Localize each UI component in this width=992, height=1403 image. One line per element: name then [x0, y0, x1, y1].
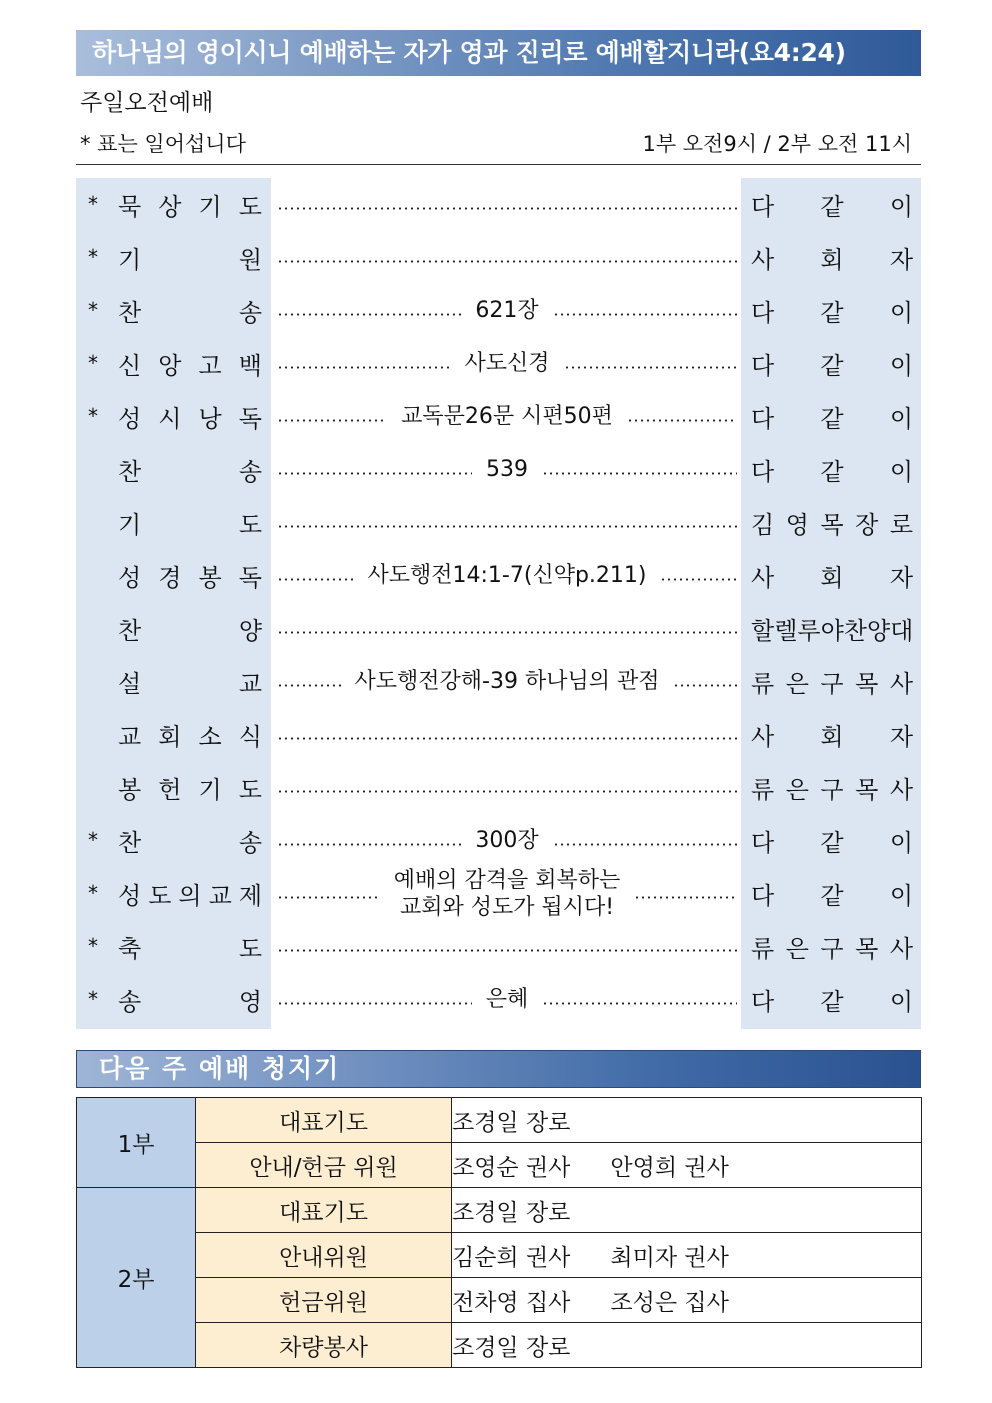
standing-mark: * [88, 351, 98, 375]
dot-leader [277, 896, 380, 899]
steward-row [77, 1278, 922, 1323]
order-item-name: 찬 양 [118, 617, 262, 645]
steward-name: 김순희 권사 [452, 1244, 571, 1271]
order-item-name: 찬 송 [118, 299, 262, 327]
steward-role: 대표기도 [196, 1188, 452, 1233]
dot-leader [277, 207, 737, 210]
dot-leader [277, 419, 387, 422]
steward-role: 차량봉사 [196, 1323, 452, 1368]
order-item-leader: 다 같 이 [751, 458, 913, 486]
order-row [76, 337, 921, 390]
dot-leader [277, 790, 737, 793]
next-week-title: 다음 주 예배 청지기 [76, 1050, 921, 1088]
standing-mark: * [88, 245, 98, 269]
steward-names [452, 1278, 922, 1323]
order-item-leader: 류 은 구 목 사 [751, 670, 913, 698]
dot-leader [277, 949, 737, 952]
steward-role: 안내위원 [196, 1233, 452, 1278]
order-item-name: 찬 송 [118, 458, 262, 486]
steward-name: 최미자 권사 [610, 1244, 729, 1271]
order-item-detail [277, 602, 737, 655]
order-item-name: 봉 헌 기 도 [118, 776, 262, 804]
order-item-detail [277, 496, 737, 549]
dot-leader [553, 843, 737, 846]
order-row [76, 602, 921, 655]
order-item-content: 621장 [475, 298, 539, 323]
standing-mark: * [88, 987, 98, 1011]
order-item-content: 예배의 감격을 회복하는 교회와 성도가 됩시다! [393, 867, 621, 920]
steward-name: 조성은 집사 [610, 1289, 729, 1316]
steward-name: 전차영 집사 [452, 1289, 571, 1316]
order-item-name: 기 도 [118, 511, 262, 539]
dot-leader [634, 896, 737, 899]
dot-leader [277, 737, 737, 740]
dot-leader [277, 843, 461, 846]
order-item-leader: 김 영 목 장 로 [751, 511, 913, 539]
order-item-leader: 류 은 구 목 사 [751, 935, 913, 963]
order-item-content: 사도행전강해-39 하나님의 관점 [354, 669, 660, 694]
dot-leader [277, 525, 737, 528]
order-item-leader: 다 같 이 [751, 988, 913, 1016]
steward-row [77, 1233, 922, 1278]
standing-mark: * [88, 881, 98, 905]
order-item-detail [277, 390, 737, 443]
steward-names [452, 1323, 922, 1368]
order-row [76, 920, 921, 973]
order-row [76, 443, 921, 496]
dot-leader [277, 366, 451, 369]
dot-leader [277, 472, 472, 475]
order-item-leader: 사 회 자 [751, 564, 913, 592]
steward-role: 안내/헌금 위원 [196, 1143, 452, 1188]
order-item-leader: 다 같 이 [751, 193, 913, 221]
steward-row [77, 1098, 922, 1143]
steward-names [452, 1143, 922, 1188]
order-item-name: 묵 상 기 도 [118, 193, 262, 221]
dot-leader [277, 684, 341, 687]
order-item-detail [277, 231, 737, 284]
dot-leader [277, 260, 737, 263]
order-item-detail [277, 867, 737, 920]
order-item-content: 교독문26문 시편50편 [401, 404, 613, 429]
dot-leader [277, 313, 461, 316]
steward-names [452, 1233, 922, 1278]
order-item-detail [277, 655, 737, 708]
order-row [76, 231, 921, 284]
order-of-worship [76, 178, 921, 1029]
steward-row [77, 1188, 922, 1233]
order-item-detail [277, 284, 737, 337]
order-row [76, 284, 921, 337]
dot-leader [673, 684, 737, 687]
order-row [76, 496, 921, 549]
dot-leader [564, 366, 738, 369]
service-title: 주일오전예배 [80, 90, 214, 116]
dot-leader [553, 313, 737, 316]
order-item-name: 찬 송 [118, 829, 262, 857]
order-item-leader: 사 회 자 [751, 246, 913, 274]
order-item-name: 성 도 의 교 제 [118, 882, 262, 910]
steward-names [452, 1188, 922, 1233]
order-item-content: 사도행전14:1-7(신약p.211) [367, 563, 647, 588]
order-item-name: 기 원 [118, 246, 262, 274]
order-row [76, 655, 921, 708]
standing-mark: * [88, 934, 98, 958]
order-item-leader: 다 같 이 [751, 829, 913, 857]
scripture-banner: 하나님의 영이시니 예배하는 자가 영과 진리로 예배할지니라(요4:24) [76, 30, 921, 76]
order-item-detail [277, 443, 737, 496]
order-item-detail [277, 814, 737, 867]
order-row [76, 867, 921, 920]
order-item-content: 은혜 [485, 987, 529, 1012]
steward-role: 대표기도 [196, 1098, 452, 1143]
order-row [76, 761, 921, 814]
steward-name: 조영순 권사 [452, 1154, 571, 1181]
order-item-name: 신 앙 고 백 [118, 352, 262, 380]
steward-name: 조경일 장로 [452, 1109, 571, 1136]
steward-row [77, 1323, 922, 1368]
dot-leader [277, 578, 354, 581]
dot-leader [627, 419, 737, 422]
order-row [76, 973, 921, 1026]
order-row [76, 814, 921, 867]
order-item-name: 설 교 [118, 670, 262, 698]
steward-row [77, 1143, 922, 1188]
order-item-name: 성 경 봉 독 [118, 564, 262, 592]
standing-mark: * [88, 298, 98, 322]
order-item-detail [277, 708, 737, 761]
order-row [76, 390, 921, 443]
next-week-table [76, 1097, 922, 1368]
order-item-name: 송 영 [118, 988, 262, 1016]
order-item-leader: 다 같 이 [751, 882, 913, 910]
dot-leader [660, 578, 737, 581]
standing-mark: * [88, 828, 98, 852]
dot-leader [277, 1002, 472, 1005]
steward-name: 조경일 장로 [452, 1334, 571, 1361]
order-item-name: 교 회 소 식 [118, 723, 262, 751]
steward-name: 안영희 권사 [610, 1154, 729, 1181]
service-times: 1부 오전9시 / 2부 오전 11시 [642, 132, 912, 156]
order-item-detail [277, 920, 737, 973]
order-item-content: 300장 [475, 828, 539, 853]
standing-mark: * [88, 192, 98, 216]
order-item-content: 539 [486, 457, 528, 482]
service-part-label: 2부 [77, 1188, 196, 1368]
order-item-leader: 사 회 자 [751, 723, 913, 751]
steward-role: 헌금위원 [196, 1278, 452, 1323]
order-item-detail [277, 761, 737, 814]
dot-leader [542, 472, 737, 475]
steward-name: 조경일 장로 [452, 1199, 571, 1226]
standing-note: * 표는 일어섭니다 [80, 132, 246, 156]
order-item-content: 사도신경 [464, 351, 550, 376]
service-part-label: 1부 [77, 1098, 196, 1188]
order-item-leader: 다 같 이 [751, 405, 913, 433]
order-row [76, 178, 921, 231]
order-item-leader: 류 은 구 목 사 [751, 776, 913, 804]
steward-names [452, 1098, 922, 1143]
order-item-name: 성 시 낭 독 [118, 405, 262, 433]
order-item-name: 축 도 [118, 935, 262, 963]
order-item-detail [277, 337, 737, 390]
order-item-detail [277, 549, 737, 602]
order-item-leader: 할 렐 루 야 찬 양 대 [751, 617, 914, 645]
order-row [76, 708, 921, 761]
order-item-leader: 다 같 이 [751, 299, 913, 327]
standing-mark: * [88, 404, 98, 428]
order-item-leader: 다 같 이 [751, 352, 913, 380]
order-item-detail [277, 178, 737, 231]
divider [76, 164, 921, 165]
dot-leader [542, 1002, 737, 1005]
order-item-detail [277, 973, 737, 1026]
dot-leader [277, 631, 737, 634]
order-row [76, 549, 921, 602]
